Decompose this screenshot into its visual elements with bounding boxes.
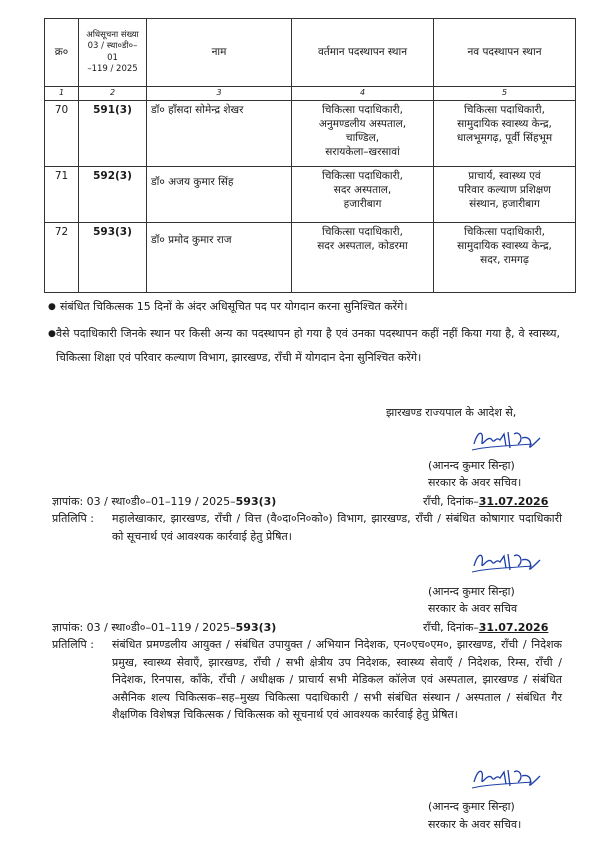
memo-ref-number: 593(3) xyxy=(235,495,277,508)
signature-image xyxy=(470,426,544,454)
signatory-designation: सरकार के अवर सचिव। xyxy=(428,818,522,831)
header-notification xyxy=(79,19,147,87)
signatory-name: (आनन्द कुमार सिन्हा) xyxy=(428,585,515,598)
row-new-posting: प्राचार्य, स्वास्थ्य एवं परिवार कल्याण प्रशिक्षण संस्थान, हजारीबाग xyxy=(434,166,576,222)
instruction-text: संबंधित चिकित्सक 15 दिनों के अंदर अधिसूचित पद पर योगदान करना सुनिश्चित करेंगे। xyxy=(60,300,408,313)
header-notification-text: अधिसूचना संख्या 03 / स्था०डी०–01 –119 / 2025 xyxy=(86,30,139,74)
copy-to-text: संबंधित प्रमण्डलीय आयुक्त / संबंधित उपायुक्त / अभियान निदेशक, एन०एच०एम०, झारखण्ड, राँची / निदेशक प्रमुख, स्वास्थ्य सेवाएँ, झारखण्ड, राँची / सभी क्षेत्रीय उप निदेशक, स्वास्थ्य सेवाएँ / निदेशक, रिम्स, राँची / निदेशक, रिनपास, काँके, राँची / अधीक्षक / प्राचार्य सभी मेडिकल कॉलेज एवं अस्पताल, झारखण्ड / संबंधित असैनिक शल्य चिकित्सक–सह–मुख्य चिकित्सा पदाधिकारी / सभी संबंधित संस्थान / अस्पताल / संबंधित गैर शैक्षणिक विशेषज्ञ चिकित्सक / चिकित्सक को सूचनार्थ एवं आवश्यक कार्रवाई हेतु प्रेषित। xyxy=(112,638,562,721)
column-number: 1 xyxy=(45,87,79,101)
signature-image xyxy=(470,764,544,792)
signatory-name: (आनन्द कुमार सिन्हा) xyxy=(428,459,515,472)
row-notification-no: 592(3) xyxy=(79,166,147,222)
instruction-list xyxy=(48,295,560,371)
memo-date-value: 31.07.2026 xyxy=(478,495,549,508)
column-number: 4 xyxy=(292,87,434,101)
table-row xyxy=(45,100,576,166)
bullet-icon: ● xyxy=(48,302,56,312)
memo-date xyxy=(423,494,548,509)
signatory-name: (आनन्द कुमार सिन्हा) xyxy=(428,800,515,813)
instruction-item xyxy=(48,295,560,320)
memo-ref-prefix: ज्ञापांक: 03 / स्था०डी०–01–119 / 2025– xyxy=(52,495,236,508)
row-new-posting: चिकित्सा पदाधिकारी, सामुदायिक स्वास्थ्य केन्द्र, सदर, रामगढ़ xyxy=(434,222,576,292)
memo-ref-number: 593(3) xyxy=(235,621,277,634)
memo-date xyxy=(423,620,548,635)
column-number: 2 xyxy=(79,87,147,101)
order-line: झारखण्ड राज्यपाल के आदेश से, xyxy=(386,406,517,419)
signature-image xyxy=(470,548,544,576)
copy-to-label: प्रतिलिपि : xyxy=(52,512,94,525)
memo-date-prefix: राँची, दिनांक– xyxy=(423,621,479,634)
column-number: 5 xyxy=(434,87,576,101)
table-row xyxy=(45,222,576,292)
row-current-posting: चिकित्सा पदाधिकारी, अनुमण्डलीय अस्पताल, चाण्डिल, सरायकेला–खरसावां xyxy=(292,100,434,166)
column-number-row xyxy=(45,87,576,101)
header-new-posting: नव पदस्थापन स्थान xyxy=(434,19,576,87)
row-serial: 70 xyxy=(45,100,79,166)
row-doctor-name: डॉ० प्रमोद कुमार राज xyxy=(147,222,292,292)
bullet-icon: ● xyxy=(48,328,56,339)
row-doctor-name: डॉ० हाँसदा सोमेन्द्र शेखर xyxy=(147,100,292,166)
copy-to-label: प्रतिलिपि : xyxy=(52,638,94,651)
memo-date-prefix: राँची, दिनांक– xyxy=(423,495,479,508)
row-serial: 72 xyxy=(45,222,79,292)
column-number: 3 xyxy=(147,87,292,101)
row-notification-no: 593(3) xyxy=(79,222,147,292)
signatory-designation: सरकार के अवर सचिव xyxy=(428,602,518,615)
table-row xyxy=(45,166,576,222)
instruction-item xyxy=(48,322,560,371)
transfer-table xyxy=(44,18,576,293)
copy-to-block xyxy=(52,510,562,545)
instruction-text: वैसे पदाधिकारी जिनके स्थान पर किसी अन्य का पदस्थापन हो गया है एवं उनका पदस्थापन कहीं नहीं किया गया है, वे स्वास्थ्य, चिकित्सा शिक्षा एवं परिवार कल्याण विभाग, झारखण्ड, राँची में योगदान देना सुनिश्चित करेंगे। xyxy=(56,326,560,364)
memo-ref xyxy=(52,620,276,635)
copy-to-block xyxy=(52,636,562,724)
header-current-posting: वर्तमान पदस्थापन स्थान xyxy=(292,19,434,87)
row-current-posting: चिकित्सा पदाधिकारी, सदर अस्पताल, कोडरमा xyxy=(292,222,434,292)
table-header-row xyxy=(45,19,576,87)
row-notification-no: 591(3) xyxy=(79,100,147,166)
row-new-posting: चिकित्सा पदाधिकारी, सामुदायिक स्वास्थ्य केन्द्र, धालभूमगढ़, पूर्वी सिंहभूम xyxy=(434,100,576,166)
signatory-designation: सरकार के अवर सचिव। xyxy=(428,476,522,489)
header-serial: क्र० xyxy=(45,19,79,87)
memo-ref xyxy=(52,494,276,509)
row-current-posting: चिकित्सा पदाधिकारी, सदर अस्पताल, हजारीबाग xyxy=(292,166,434,222)
memo-ref-prefix: ज्ञापांक: 03 / स्था०डी०–01–119 / 2025– xyxy=(52,621,236,634)
memo-date-value: 31.07.2026 xyxy=(478,621,549,634)
header-name: नाम xyxy=(147,19,292,87)
row-doctor-name: डॉ० अजय कुमार सिंह xyxy=(147,166,292,222)
row-serial: 71 xyxy=(45,166,79,222)
copy-to-text: महालेखाकार, झारखण्ड, राँची / वित्त (वै०दा०नि०को०) विभाग, झारखण्ड, राँची / संबंधित कोषागार पदाधिकारी को सूचनार्थ एवं आवश्यक कार्रवाई हेतु प्रेषित। xyxy=(112,512,562,543)
